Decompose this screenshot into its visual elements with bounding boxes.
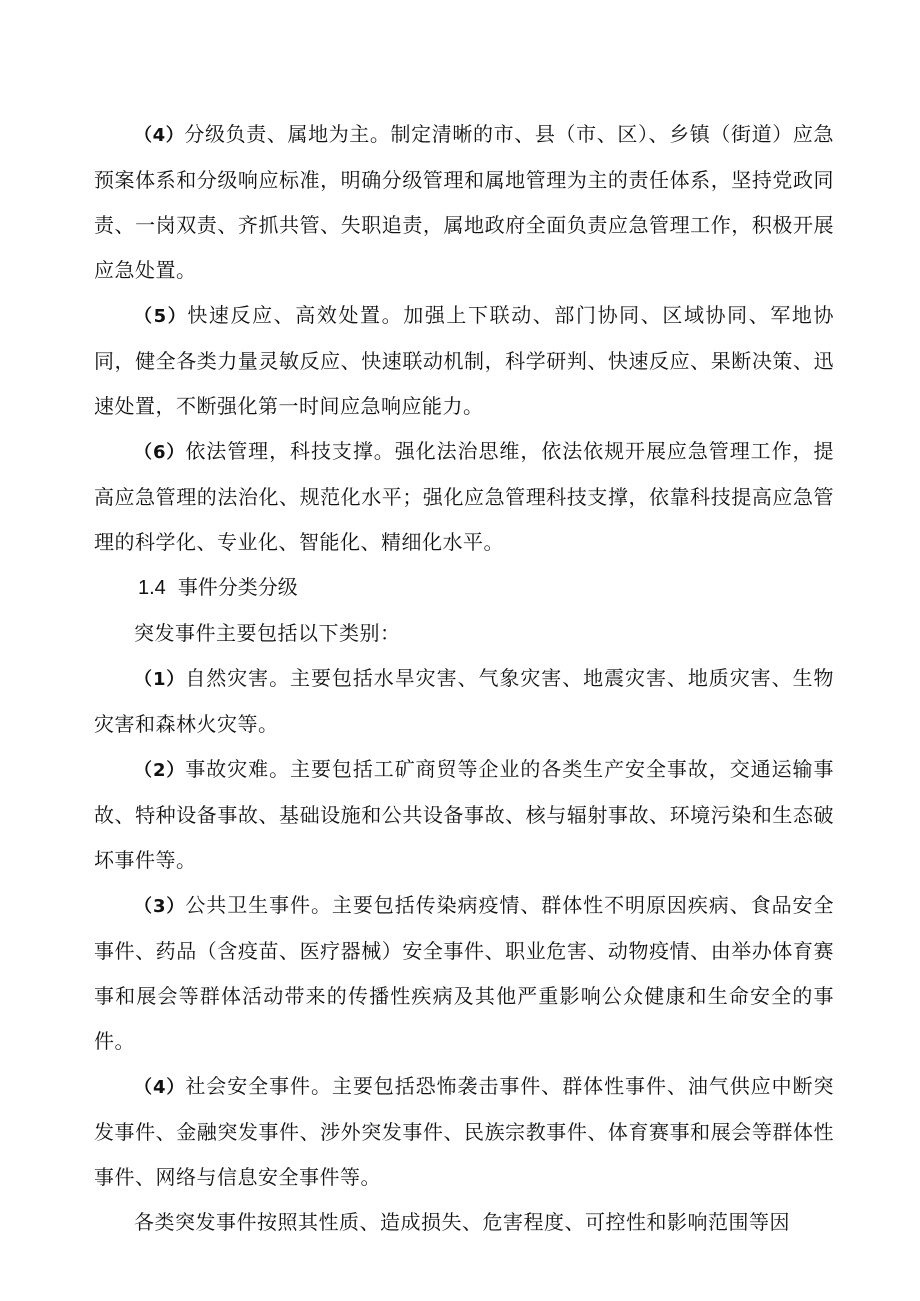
category-paragraph-3 [94, 883, 834, 1064]
paragraph-text: 各类突发事件按照其性质、造成损失、危害程度、可控性和影响范围等因 [134, 1210, 790, 1234]
item-number: （3） [134, 896, 186, 917]
principle-paragraph-6 [94, 429, 834, 565]
principle-paragraph-4 [94, 112, 834, 293]
document-body [94, 112, 834, 1245]
paragraph-text: 依法管理，科技支撑。强化法治思维，依法依规开展应急管理工作，提高应急管理的法治化、规范化水平；强化应急管理科技支撑，依靠科技提高应急管理的科学化、专业化、智能化、精细化水平。 [94, 439, 834, 554]
paragraph-text: 突发事件主要包括以下类别： [134, 621, 401, 645]
item-number: （6） [134, 442, 186, 463]
category-paragraph-2 [94, 747, 834, 883]
section-title: 事件分类分级 [177, 575, 298, 599]
item-number: （4） [134, 1077, 186, 1098]
section-number: 1.4 [138, 577, 166, 599]
item-number: （4） [134, 125, 185, 146]
category-paragraph-4 [94, 1064, 834, 1200]
paragraph-text: 分级负责、属地为主。制定清晰的市、县（市、区）、乡镇（街道）应急预案体系和分级响应标准，明确分级管理和属地管理为主的责任体系，坚持党政同责、一岗双责、齐抓共管、失职追责，属地政府全面负责应急管理工作，积极开展应急处置。 [94, 122, 834, 282]
paragraph-text: 自然灾害。主要包括水旱灾害、气象灾害、地震灾害、地质灾害、生物灾害和森林火灾等。 [94, 666, 834, 736]
paragraph-text: 公共卫生事件。主要包括传染病疫情、群体性不明原因疾病、食品安全事件、药品（含疫苗、医疗器械）安全事件、职业危害、动物疫情、由举办体育赛事和展会等群体活动带来的传播性疾病及其他严重影响公众健康和生命安全的事件。 [94, 893, 834, 1053]
section-heading [94, 565, 834, 611]
category-paragraph-1 [94, 656, 834, 747]
paragraph-text: 快速反应、高效处置。加强上下联动、部门协同、区域协同、军地协同，健全各类力量灵敏反应、快速联动机制，科学研判、快速反应、果断决策、迅速处置，不断强化第一时间应急响应能力。 [94, 303, 835, 418]
principle-paragraph-5 [94, 293, 834, 429]
item-number: （5） [134, 306, 188, 327]
item-number: （1） [134, 669, 186, 690]
intro-paragraph [94, 611, 834, 656]
paragraph-text: 事故灾难。主要包括工矿商贸等企业的各类生产安全事故，交通运输事故、特种设备事故、基础设施和公共设备事故、核与辐射事故、环境污染和生态破坏事件等。 [94, 757, 834, 872]
closing-paragraph [94, 1200, 834, 1245]
item-number: （2） [134, 760, 186, 781]
paragraph-text: 社会安全事件。主要包括恐怖袭击事件、群体性事件、油气供应中断突发事件、金融突发事件、涉外突发事件、民族宗教事件、体育赛事和展会等群体性事件、网络与信息安全事件等。 [94, 1074, 834, 1189]
